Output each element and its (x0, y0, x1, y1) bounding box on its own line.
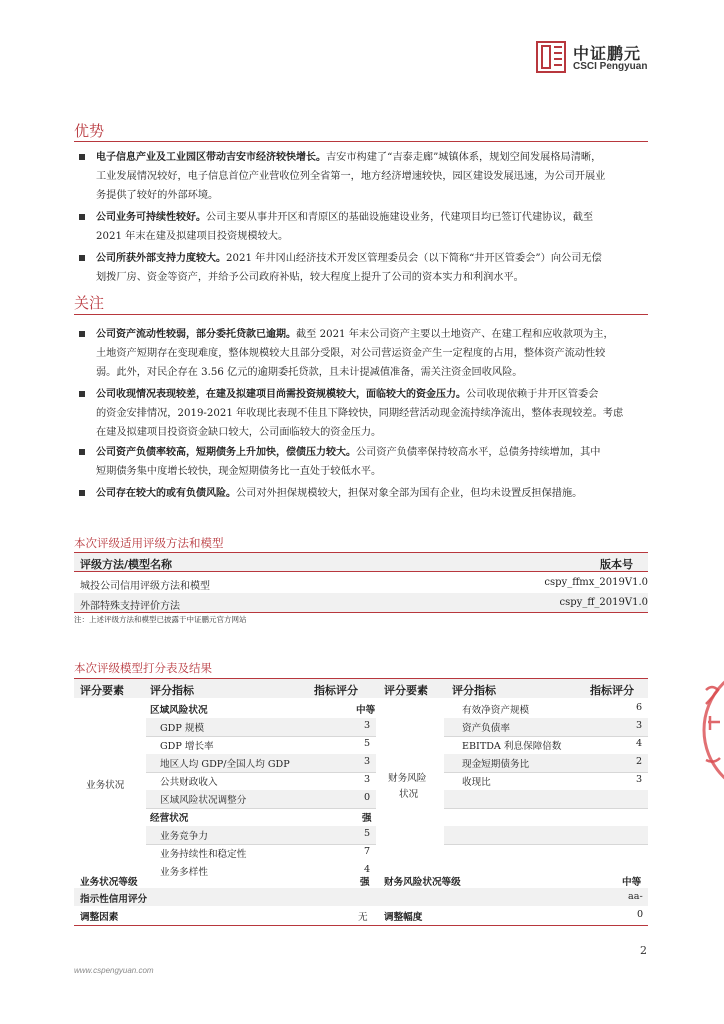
sc-fin-level-value: 中等 (622, 877, 642, 888)
sc-right-score: 4 (636, 738, 643, 749)
advantage-item-bold: 公司所获外部支持力度较大。 (96, 253, 226, 264)
sc-left-indicator: 业务多样性 (160, 867, 208, 878)
line: 公司资产负债率保持较高水平，总债务持续增加，其中 (356, 447, 601, 458)
scorecard-bottom-rule (74, 925, 648, 926)
seal-stamp-icon (700, 660, 724, 800)
sc-left-indicator: 区域风险状况调整分 (160, 795, 247, 806)
sc-header-score-right: 指标评分 (590, 684, 634, 697)
methods-row-name: 外部特殊支持评价方法 (80, 601, 180, 612)
sc-adjust-label: 调整因素 (80, 912, 119, 923)
bullet-icon (79, 490, 85, 496)
sc-header-factor-right: 评分要素 (384, 684, 428, 697)
logo-mark-icon (535, 40, 567, 74)
methods-row-version: cspy_ffmx_2019V1.0 (544, 577, 648, 588)
sc-right-factor: 状况 (399, 789, 419, 800)
sc-row-shade (444, 790, 648, 808)
line: 公司主要从事井开区和青原区的基础设施建设业务，代建项目均已签订代建协议，截至 (206, 212, 594, 223)
sc-biz-level-value: 强 (360, 877, 370, 888)
sc-left-score: 5 (364, 738, 371, 749)
bullet-icon (79, 331, 85, 337)
sc-adjust-range-value: 0 (637, 909, 644, 920)
logo-chinese-name: 中证鹏元 (573, 44, 642, 63)
advantage-item (96, 208, 648, 246)
line: 的资金安排情况，2019-2021 年收现比表现不佳且下降较快，同期经营活动现金流持续净流出，整体表现较差。考虑 (96, 408, 624, 419)
sc-adjust-value: 无 (358, 912, 368, 923)
sc-right-indicator: 有效净资产规模 (462, 705, 530, 716)
line: 划拨厂房、资金等资产，并给予公司政府补贴，较大程度上提升了公司的资本实力和利润水平。 (96, 272, 524, 283)
sc-left-indicator: 经营状况 (150, 813, 189, 824)
sc-row-line (444, 736, 648, 737)
sc-row-line (444, 772, 648, 773)
sc-right-score: 2 (636, 756, 643, 767)
sc-row-line (146, 736, 376, 737)
company-logo (535, 40, 655, 76)
bullet-icon (79, 449, 85, 455)
concern-item (96, 443, 648, 481)
methods-header-rule (74, 571, 648, 572)
concern-item (96, 385, 648, 442)
line: 短期债务集中度增长较快，现金短期债务比一直处于较低水平。 (96, 466, 382, 477)
sc-left-score: 3 (364, 774, 371, 785)
line: 土地资产短期存在变现难度，整体规模较大且部分受限，对公司营运资金产生一定程度的占用，整体资产流动性较 (96, 348, 606, 359)
methods-title: 本次评级适用评级方法和模型 (74, 536, 224, 550)
sc-row-line (444, 844, 648, 845)
sc-right-score: 3 (636, 720, 643, 731)
scorecard-title: 本次评级模型打分表及结果 (74, 661, 212, 675)
line: 务提供了较好的外部环境。 (96, 190, 219, 201)
line: 公司收现依赖于井开区管委会 (466, 389, 599, 400)
concerns-rule (74, 314, 648, 315)
page-number: 2 (640, 944, 647, 957)
sc-right-factor: 财务风险 (388, 773, 427, 784)
sc-left-factor: 业务状况 (86, 780, 125, 791)
sc-header-indicator-left: 评分指标 (150, 684, 194, 697)
sc-header-indicator-right: 评分指标 (452, 684, 496, 697)
line: 公司对外担保规模较大，担保对象全部为国有企业，但均未设置反担保措施。 (236, 488, 583, 499)
methods-bottom-rule (74, 612, 648, 613)
concern-item-bold: 公司存在较大的或有负债风险。 (96, 488, 236, 499)
concern-item (96, 325, 648, 382)
sc-right-score: 6 (636, 702, 643, 713)
bullet-icon (79, 154, 85, 160)
advantages-title: 优势 (74, 122, 105, 140)
sc-row-line (444, 808, 648, 809)
bullet-icon (79, 255, 85, 261)
sc-left-score: 7 (364, 846, 371, 857)
methods-note: 注：上述评级方法和模型已披露于中证鹏元官方网站 (74, 615, 247, 624)
line: 2021 年末在建及拟建项目投资规模较大。 (96, 231, 289, 242)
line: 弱。此外，对民企存在 3.56 亿元的逾期委托贷款，且未计提减值准备，需关注资金回收风险。 (96, 367, 523, 378)
sc-left-indicator: GDP 规模 (160, 723, 205, 734)
sc-left-indicator: 公共财政收入 (160, 777, 218, 788)
advantage-item (96, 148, 648, 205)
sc-header-score-left: 指标评分 (314, 684, 358, 697)
sc-indicative-value: aa- (628, 891, 643, 902)
line: 截至 2021 年末公司资产主要以土地资产、在建工程和应收款项为主， (296, 329, 614, 340)
concern-item (96, 484, 648, 503)
advantages-rule (74, 141, 648, 142)
sc-row-line (146, 844, 376, 845)
sc-left-indicator: 地区人均 GDP/全国人均 GDP (160, 759, 290, 770)
footer-url[interactable]: www.cspengyuan.com (74, 966, 154, 975)
sc-left-score: 0 (364, 792, 371, 803)
concern-item-bold: 公司收现情况表现较差，在建及拟建项目尚需投资规模较大，面临较大的资金压力。 (96, 389, 466, 400)
sc-right-indicator: 收现比 (462, 777, 491, 788)
sc-right-score: 3 (636, 774, 643, 785)
sc-adjust-range-label: 调整幅度 (384, 912, 423, 923)
sc-right-indicator: 资产负债率 (462, 723, 510, 734)
line: 吉安市构建了“吉泰走廊”城镇体系，规划空间发展格局清晰， (326, 152, 602, 163)
logo-english-name: CSCI Pengyuan (573, 61, 648, 72)
sc-summary-row (74, 888, 648, 906)
sc-indicative-label: 指示性信用评分 (80, 894, 148, 905)
sc-row-line (146, 772, 376, 773)
sc-row-shade (444, 826, 648, 844)
sc-left-indicator: 区域风险状况 (150, 705, 208, 716)
sc-left-score: 中等 (356, 705, 376, 716)
line: 在建及拟建项目投资资金缺口较大，公司面临较大的资金压力。 (96, 427, 382, 438)
sc-biz-level-label: 业务状况等级 (80, 877, 138, 888)
sc-left-indicator: 业务竞争力 (160, 831, 208, 842)
sc-left-score: 3 (364, 756, 371, 767)
bullet-icon (79, 214, 85, 220)
sc-right-indicator: 现金短期债务比 (462, 759, 530, 770)
concern-item-bold: 公司资产流动性较弱，部分委托贷款已逾期。 (96, 329, 296, 340)
sc-row-line (146, 808, 376, 809)
concern-item-bold: 公司资产负债率较高，短期债务上升加快，偿债压力较大。 (96, 447, 356, 458)
advantage-item-bold: 电子信息产业及工业园区带动吉安市经济较快增长。 (96, 152, 326, 163)
bullet-icon (79, 391, 85, 397)
sc-left-score: 5 (364, 828, 371, 839)
advantage-item-bold: 公司业务可持续性较好。 (96, 212, 206, 223)
methods-header-version: 版本号 (600, 558, 633, 571)
sc-left-score: 强 (362, 813, 372, 824)
sc-header-factor-left: 评分要素 (80, 684, 124, 697)
methods-header-name: 评级方法/模型名称 (80, 558, 173, 571)
sc-right-indicator: EBITDA 利息保障倍数 (462, 741, 562, 752)
sc-left-score: 4 (364, 864, 371, 875)
line: 2021 年井冈山经济技术开发区管理委员会（以下简称“井开区管委会”）向公司无偿 (226, 253, 602, 264)
methods-row-version: cspy_ff_2019V1.0 (559, 597, 648, 608)
line: 工业发展情况较好，电子信息首位产业营收位列全省第一，地方经济增速较快，园区建设发展迅速，为公司开展业 (96, 171, 606, 182)
sc-left-indicator: GDP 增长率 (160, 741, 214, 752)
sc-fin-level-label: 财务风险状况等级 (384, 877, 461, 888)
sc-left-score: 3 (364, 720, 371, 731)
advantage-item (96, 249, 648, 287)
sc-left-indicator: 业务持续性和稳定性 (160, 849, 247, 860)
concerns-title: 关注 (74, 294, 105, 312)
methods-row-name: 城投公司信用评级方法和模型 (80, 581, 210, 592)
